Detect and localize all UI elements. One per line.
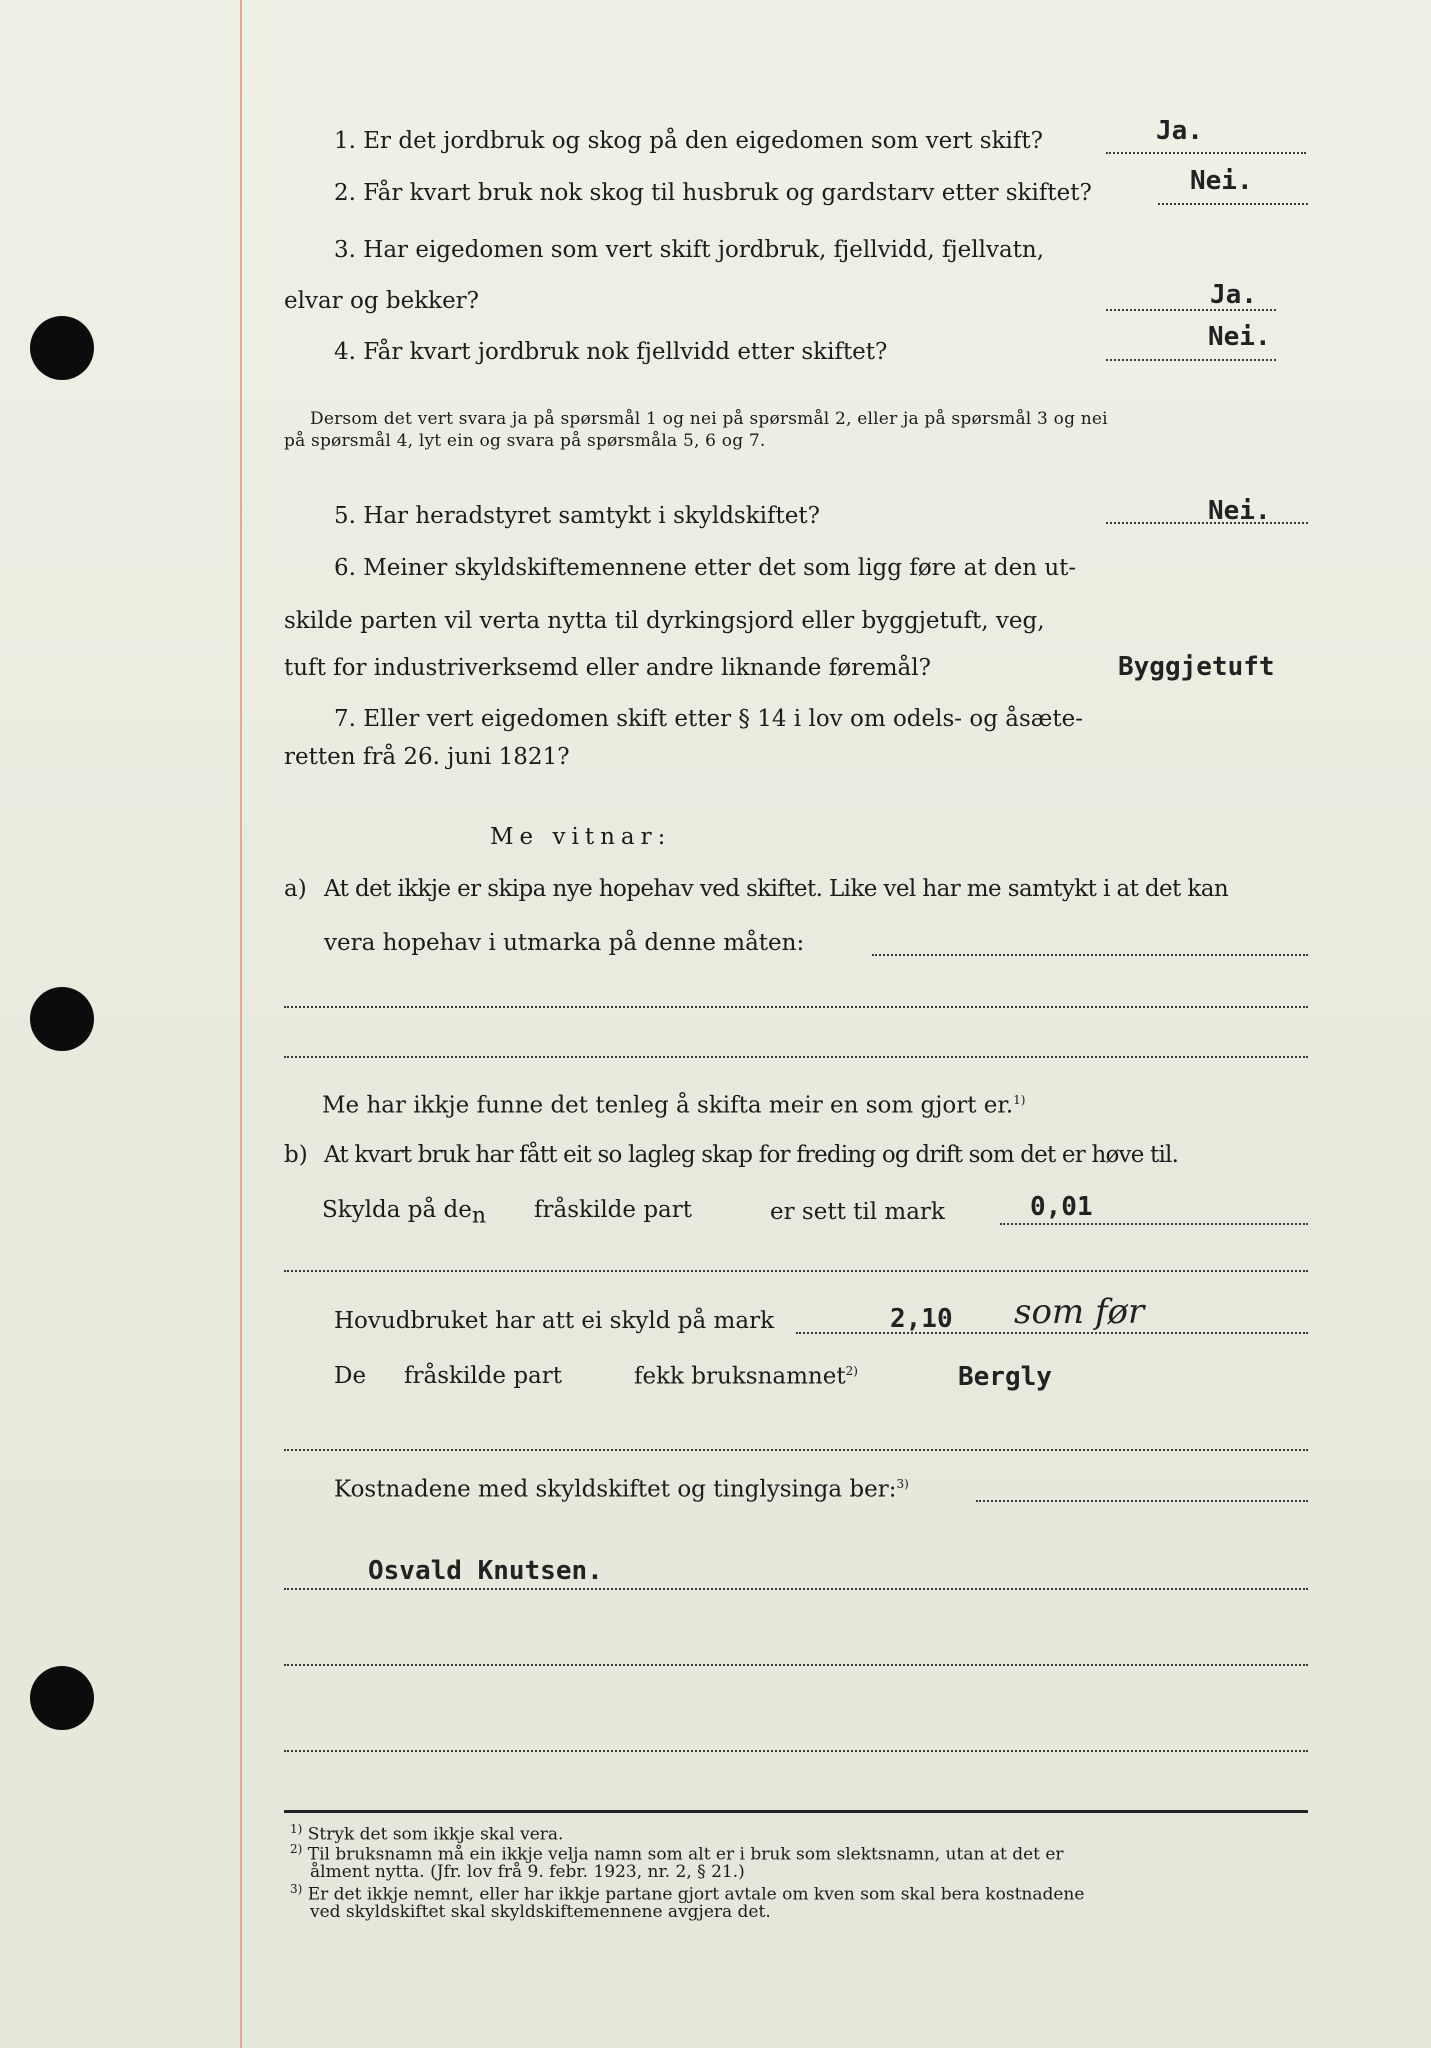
question-2: 2. Får kvart bruk nok skog til husbruk og gardstarv etter skiftet?: [334, 180, 1092, 206]
kostnad-label: [334, 1478, 909, 1502]
answer-1: Ja.: [1156, 116, 1203, 146]
skyld-value-line: [1000, 1223, 1308, 1225]
question-1: 1. Er det jordbruk og skog på den eigedomen som vert skift?: [334, 128, 1043, 154]
punch-hole: [30, 987, 94, 1051]
witness-heading: Me vitnar:: [490, 824, 672, 850]
question-5: 5. Har heradstyret samtykt i skyldskiftet?: [334, 503, 820, 529]
fill-line: [872, 954, 1308, 956]
skyld-label-c: er sett til mark: [770, 1199, 945, 1225]
footnote-separator: [284, 1810, 1308, 1813]
answer-2: Nei.: [1190, 166, 1253, 196]
footnote-ref: 3): [896, 1477, 909, 1491]
fill-line: [284, 1449, 1308, 1451]
kostnad-value: Osvald Knutsen.: [368, 1556, 603, 1586]
hovudbruk-label: Hovudbruket har att ei skyld på mark: [334, 1308, 775, 1334]
margin-line: [240, 0, 242, 2048]
answer-3: Ja.: [1210, 280, 1257, 310]
fill-line: [284, 1664, 1308, 1666]
bruksnamn-label-a: De: [334, 1363, 367, 1389]
footnote-3-line-2: ved skyldskiftet skal skyldskiftemennene avgjera det.: [310, 1902, 771, 1922]
answer-line-4: [1106, 359, 1276, 361]
instruction-note-line-1: Dersom det vert svara ja på spørsmål 1 og nei på spørsmål 2, eller ja på spørsmål 3 og nei: [310, 409, 1108, 429]
not-found-text: [322, 1094, 1025, 1118]
answer-6: Byggjetuft: [1118, 652, 1275, 682]
question-3-line-2: elvar og bekker?: [284, 288, 480, 314]
question-6-line-3: tuft for industriverksemd eller andre liknande føremål?: [284, 655, 931, 681]
question-3-line-1: 3. Har eigedomen som vert skift jordbruk, fjellvidd, fjellvatn,: [334, 237, 1045, 263]
punch-hole: [30, 316, 94, 380]
footnote-text: Stryk det som ikkje skal vera.: [307, 1824, 564, 1845]
section-a-line-2: vera hopehav i utmarka på denne måten:: [324, 930, 805, 956]
footnote-ref: 2): [845, 1364, 858, 1378]
section-b-label: b): [284, 1142, 308, 1168]
question-7-line-1: 7. Eller vert eigedomen skift etter § 14 i lov om odels- og åsæte-: [334, 706, 1084, 732]
kostnad-value-line: [976, 1500, 1308, 1502]
not-found-label: Me har ikkje funne det tenleg å skifta meir en som gjort er.: [322, 1092, 1014, 1119]
answer-4: Nei.: [1208, 322, 1271, 352]
bruksnamn-label-c: [634, 1365, 858, 1389]
fill-line: [284, 1006, 1308, 1008]
fill-line: [284, 1056, 1308, 1058]
skyld-label-a: [322, 1199, 486, 1228]
footnote-mark: 2): [290, 1842, 303, 1856]
answer-5: Nei.: [1208, 496, 1271, 526]
bruksnamn-label-b: fråskilde part: [404, 1363, 562, 1389]
kostnad-text: Kostnadene med skyldskiftet og tinglysinga ber:: [334, 1476, 897, 1503]
footnote-text: Er det ikkje nemnt, eller har ikkje partane gjort avtale om kven som skal bera kostnadene: [307, 1884, 1085, 1905]
skyld-prefix: Skylda på de: [322, 1197, 472, 1223]
skyld-value: 0,01: [1030, 1192, 1093, 1222]
bruksnamn-value: Bergly: [958, 1362, 1052, 1392]
skyld-label-b: fråskilde part: [534, 1197, 692, 1223]
footnote-ref: 1): [1013, 1093, 1026, 1107]
bruksnamn-text: fekk bruksnamnet: [634, 1363, 846, 1390]
section-a-line-1: At det ikkje er skipa nye hopehav ved skiftet. Like vel har me samtykt i at det kan: [324, 876, 1229, 902]
question-4: 4. Får kvart jordbruk nok fjellvidd etter skiftet?: [334, 339, 888, 365]
section-a-label: a): [284, 876, 307, 902]
answer-line-1: [1106, 152, 1306, 154]
answer-line-5: [1106, 522, 1308, 524]
instruction-note-line-2: på spørsmål 4, lyt ein og svara på spørsmåla 5, 6 og 7.: [284, 431, 766, 451]
question-6-line-2: skilde parten vil verta nytta til dyrkingsjord eller byggjetuft, veg,: [284, 608, 1045, 634]
skyld-suffix: n: [471, 1203, 487, 1229]
fill-line: [284, 1750, 1308, 1752]
hovudbruk-value: 2,10: [890, 1304, 953, 1334]
footnote-2-line-2: ålment nytta. (Jfr. lov frå 9. febr. 1923, nr. 2, § 21.): [310, 1862, 745, 1882]
footnote-mark: 1): [290, 1822, 303, 1836]
punch-hole: [30, 1666, 94, 1730]
hovudbruk-handwriting: som før: [1014, 1292, 1145, 1332]
footnote-mark: 3): [290, 1882, 303, 1896]
footnote-text: Til bruksnamn må ein ikkje velja namn som alt er i bruk som slektsnamn, utan at det er: [307, 1844, 1064, 1865]
fill-line: [284, 1588, 1308, 1590]
section-b-line-1: At kvart bruk har fått eit so lagleg skap for freding og drift som det er høve til.: [324, 1142, 1179, 1168]
question-7-line-2: retten frå 26. juni 1821?: [284, 744, 570, 770]
question-6-line-1: 6. Meiner skyldskiftemennene etter det som ligg føre at den ut-: [334, 555, 1077, 581]
answer-line-2: [1158, 203, 1308, 205]
hovudbruk-value-line: [796, 1332, 1308, 1334]
fill-line: [284, 1270, 1308, 1272]
